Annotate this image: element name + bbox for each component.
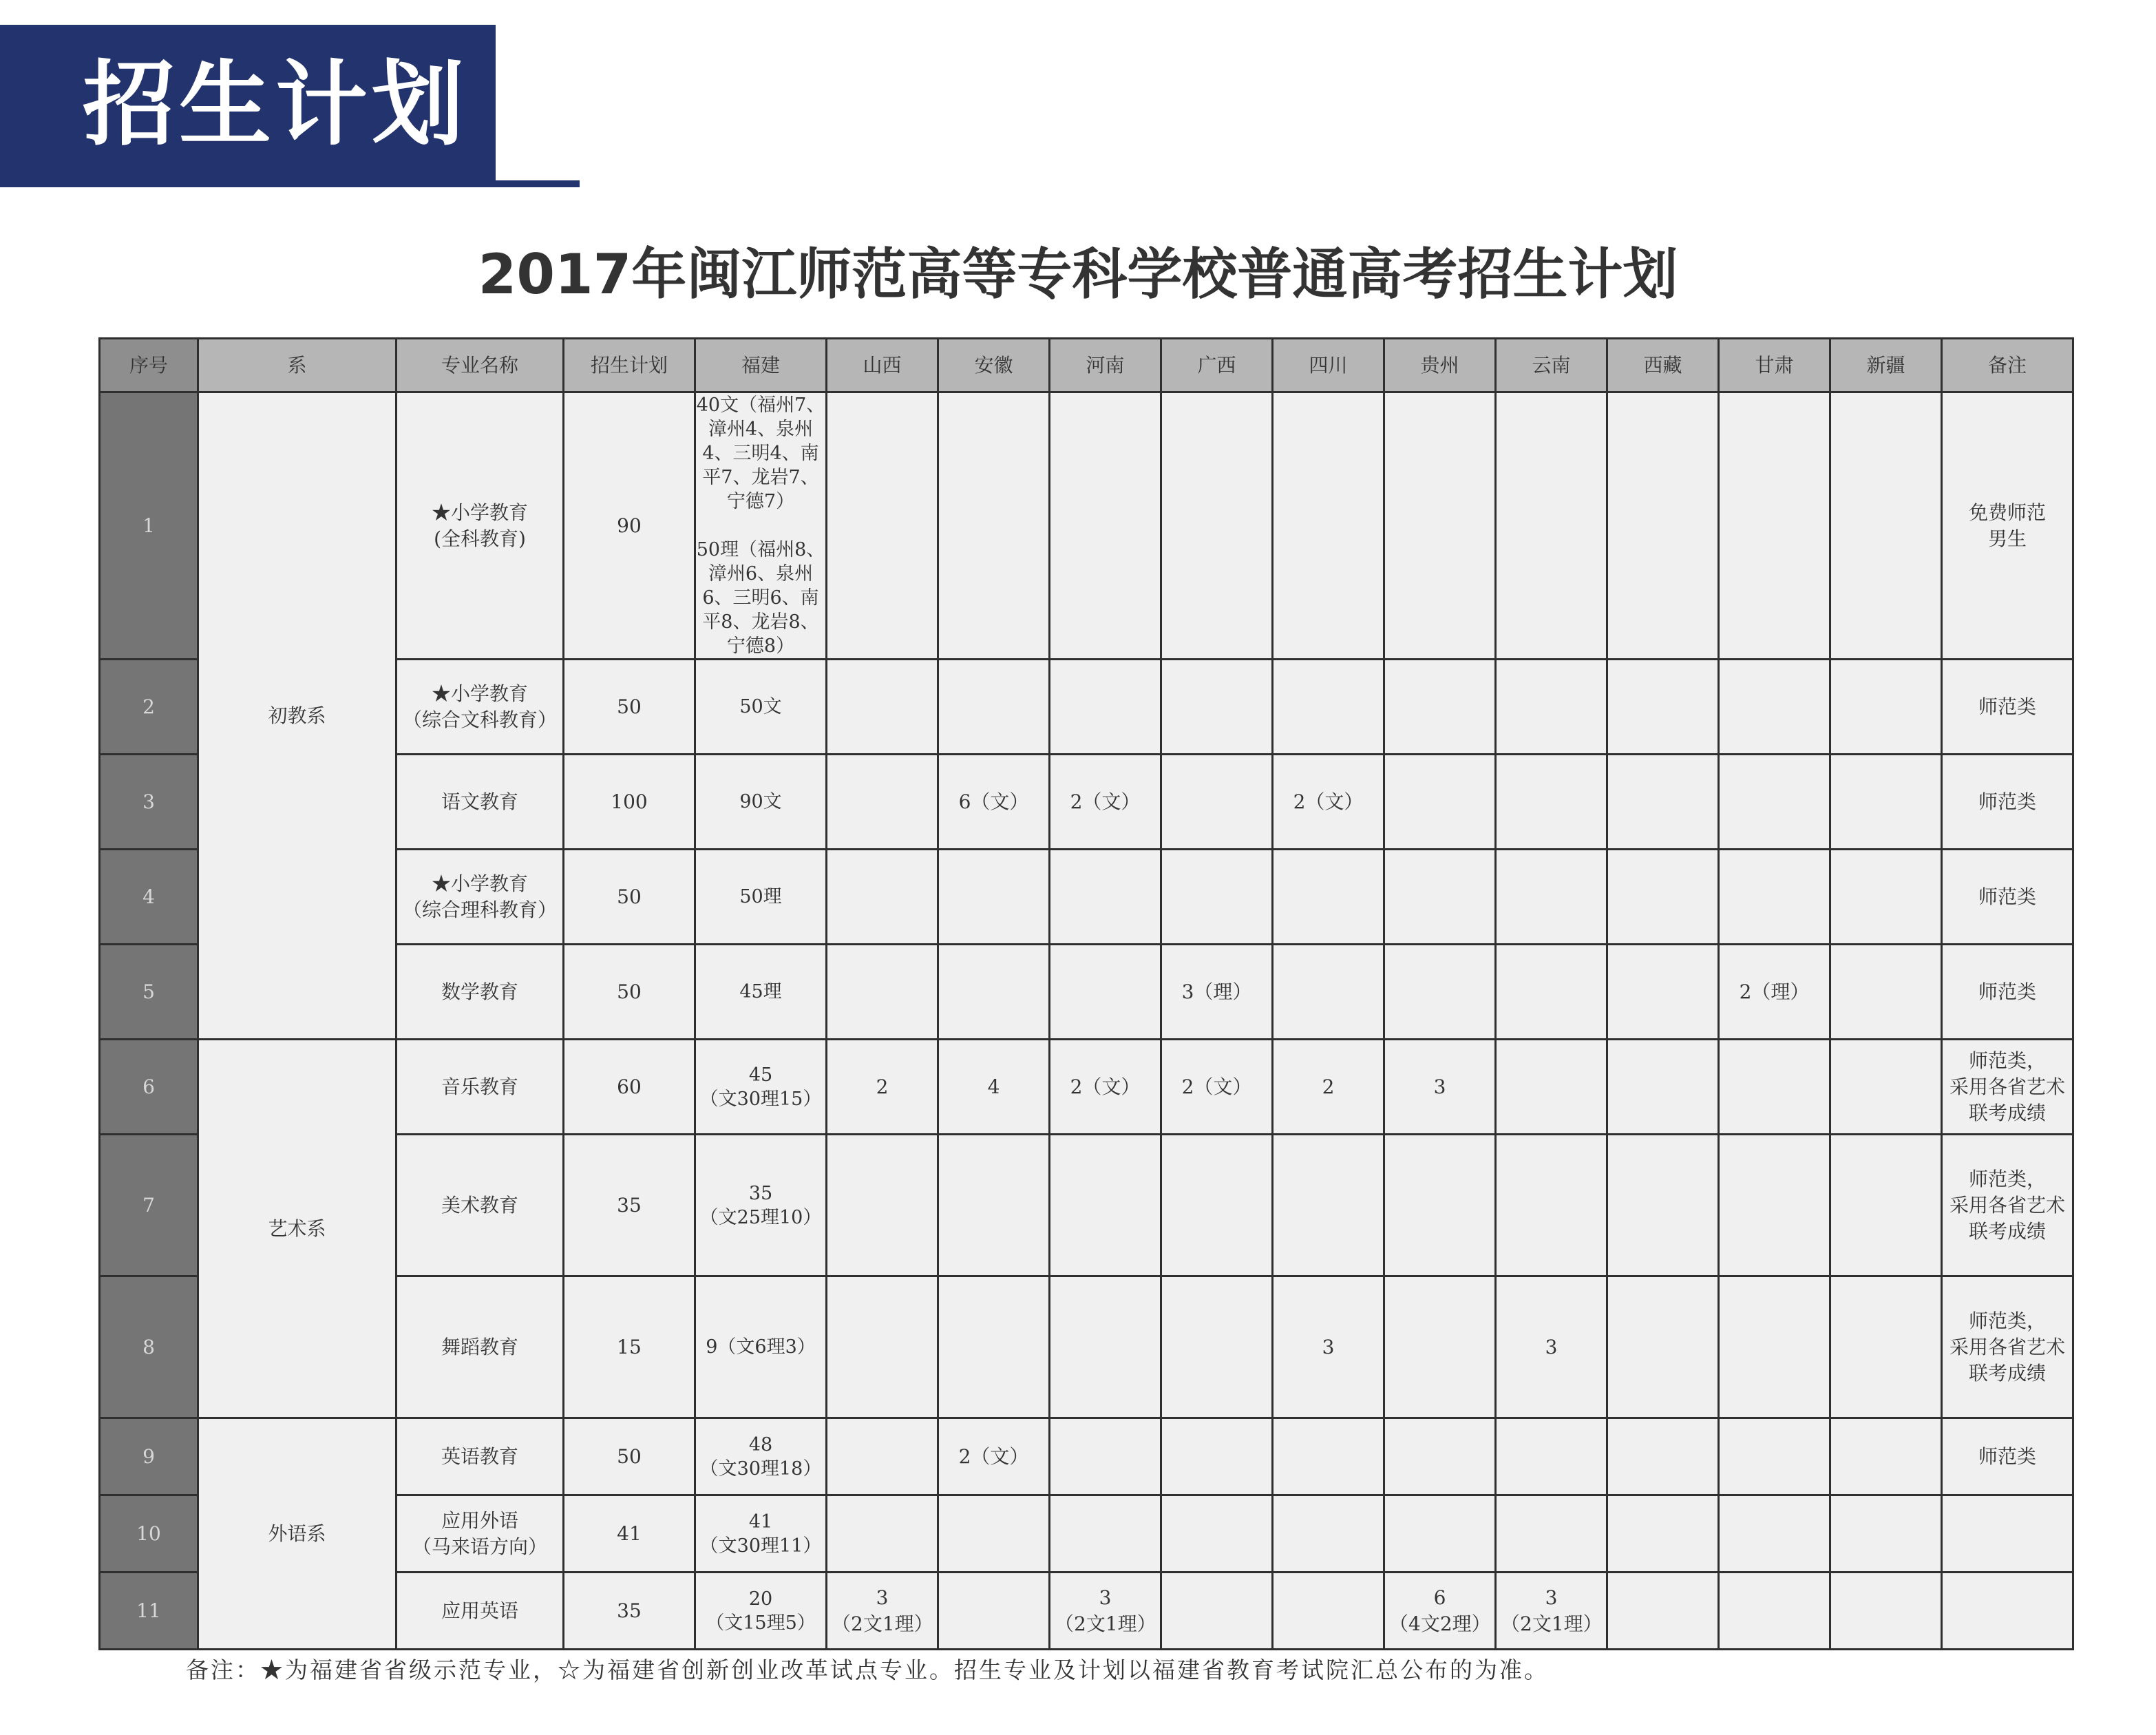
province-cell [1050,1135,1161,1276]
province-cell [1830,755,1942,850]
fujian-cell: 48 （文30理18） [695,1418,827,1495]
province-cell [1719,1135,1830,1276]
major-cell: ★小学教育 （综合理科教育） [397,850,564,945]
table-header-row [100,339,2073,392]
header-cell: 甘肃 [1719,339,1830,392]
province-cell [1607,392,1719,660]
note-cell [1942,1495,2073,1573]
page-title: 2017年闽江师范高等专科学校普通高考招生计划 [478,242,1678,306]
header-cell: 西藏 [1607,339,1719,392]
table-row [100,1418,2073,1495]
major-cell: 应用外语 （马来语方向） [397,1495,564,1573]
province-cell [1719,850,1830,945]
note-cell: 师范类， 采用各省艺术 联考成绩 [1942,1135,2073,1276]
fujian-cell: 9（文6理3） [695,1276,827,1418]
province-cell [1607,1573,1719,1650]
province-cell [1496,392,1607,660]
fujian-cell: 50理 [695,850,827,945]
major-cell: 语文教育 [397,755,564,850]
table-row [100,392,2073,660]
province-cell [1719,392,1830,660]
province-cell [1384,755,1496,850]
row-number-cell: 1 [100,392,198,660]
province-cell [1161,1495,1273,1573]
row-number-cell: 3 [100,755,198,850]
header-cell: 序号 [100,339,198,392]
major-cell: ★小学教育 （综合文科教育） [397,660,564,755]
plan-cell: 15 [564,1276,695,1418]
province-cell: 2（文） [1050,1040,1161,1135]
province-cell [1719,660,1830,755]
row-number-cell: 11 [100,1573,198,1650]
province-cell [1830,1276,1942,1418]
province-cell [1607,1495,1719,1573]
plan-cell: 41 [564,1495,695,1573]
province-cell: 2 [827,1040,938,1135]
province-cell [1496,1495,1607,1573]
plan-cell: 35 [564,1135,695,1276]
major-cell: 数学教育 [397,945,564,1040]
province-cell [1607,1276,1719,1418]
province-cell [1607,755,1719,850]
province-cell [1607,850,1719,945]
province-cell: 6 （4文2理） [1384,1573,1496,1650]
header-cell: 四川 [1273,339,1384,392]
table-row [100,1040,2073,1135]
table-body [100,392,2073,1650]
province-cell [1607,1040,1719,1135]
province-cell [1161,1418,1273,1495]
note-cell: 师范类 [1942,755,2073,850]
province-cell [1719,755,1830,850]
province-cell: 3 [1384,1040,1496,1135]
row-number-cell: 4 [100,850,198,945]
province-cell [1830,945,1942,1040]
fujian-cell: 40文（福州7、漳州4、泉州4、三明4、南平7、龙岩7、宁德7） 50理（福州8、漳州6、泉州6、三明6、南平8、龙岩8、宁德8） [695,392,827,660]
province-cell [1607,1418,1719,1495]
province-cell [1273,1573,1384,1650]
province-cell [1830,1418,1942,1495]
province-cell: 3 （2文1理） [1496,1573,1607,1650]
province-cell [1161,1276,1273,1418]
province-cell [1161,1135,1273,1276]
footnote: 备注：★为福建省省级示范专业，☆为福建省创新创业改革试点专业。招生专业及计划以福建省教育考试院汇总公布的为准。 [186,1657,1549,1683]
plan-cell: 100 [564,755,695,850]
note-cell [1942,1573,2073,1650]
major-cell: 应用英语 [397,1573,564,1650]
fujian-cell: 41 （文30理11） [695,1495,827,1573]
province-cell [1496,755,1607,850]
province-cell [827,945,938,1040]
header-cell: 专业名称 [397,339,564,392]
province-cell [1496,660,1607,755]
province-cell [1273,1135,1384,1276]
province-cell [827,1276,938,1418]
row-number-cell: 9 [100,1418,198,1495]
province-cell [1719,1418,1830,1495]
province-cell [1161,850,1273,945]
fujian-cell: 45 （文30理15） [695,1040,827,1135]
fujian-cell: 20 （文15理5） [695,1573,827,1650]
province-cell [938,945,1050,1040]
province-cell: 4 [938,1040,1050,1135]
row-number-cell: 8 [100,1276,198,1418]
plan-cell: 50 [564,1418,695,1495]
province-cell [1719,1573,1830,1650]
province-cell [938,1495,1050,1573]
province-cell: 3 [1496,1276,1607,1418]
fujian-cell: 35 （文25理10） [695,1135,827,1276]
plan-cell: 35 [564,1573,695,1650]
province-cell [1050,1495,1161,1573]
province-cell [1496,1418,1607,1495]
province-cell [1273,1495,1384,1573]
province-cell [1273,660,1384,755]
major-cell: 音乐教育 [397,1040,564,1135]
province-cell [1384,850,1496,945]
fujian-cell: 45理 [695,945,827,1040]
note-cell: 师范类， 采用各省艺术 联考成绩 [1942,1276,2073,1418]
header-cell: 福建 [695,339,827,392]
major-cell: 英语教育 [397,1418,564,1495]
row-number-cell: 2 [100,660,198,755]
province-cell [938,1276,1050,1418]
province-cell [827,392,938,660]
province-cell [1830,1573,1942,1650]
province-cell: 3 （2文1理） [827,1573,938,1650]
province-cell [1384,1276,1496,1418]
province-cell [1161,755,1273,850]
province-cell [1273,850,1384,945]
province-cell [1050,1418,1161,1495]
department-cell: 艺术系 [198,1040,397,1418]
plan-cell: 90 [564,392,695,660]
note-cell: 师范类 [1942,1418,2073,1495]
province-cell: 2（文） [1050,755,1161,850]
province-cell [1607,945,1719,1040]
header-cell: 招生计划 [564,339,695,392]
table-row [100,850,2073,945]
province-cell [1384,1418,1496,1495]
province-cell [1050,392,1161,660]
note-cell: 师范类 [1942,850,2073,945]
province-cell [938,850,1050,945]
fujian-cell: 90文 [695,755,827,850]
province-cell [938,660,1050,755]
province-cell [1719,1495,1830,1573]
plan-cell: 60 [564,1040,695,1135]
table-row [100,1135,2073,1276]
province-cell [1719,1276,1830,1418]
province-cell [1830,850,1942,945]
province-cell [1050,1276,1161,1418]
note-cell: 免费师范 男生 [1942,392,2073,660]
province-cell [1050,660,1161,755]
header-cell: 备注 [1942,339,2073,392]
province-cell [1161,660,1273,755]
province-cell [1161,392,1273,660]
header-cell: 广西 [1161,339,1273,392]
row-number-cell: 5 [100,945,198,1040]
banner-title: 招生计划 [83,51,469,158]
department-cell: 外语系 [198,1418,397,1650]
province-cell [827,755,938,850]
fujian-cell: 50文 [695,660,827,755]
header-cell: 云南 [1496,339,1607,392]
note-cell: 师范类 [1942,660,2073,755]
province-cell [1830,1135,1942,1276]
province-cell [1384,1135,1496,1276]
header-cell: 山西 [827,339,938,392]
province-cell [1273,945,1384,1040]
province-cell: 3 [1273,1276,1384,1418]
province-cell: 2（文） [1273,755,1384,850]
province-cell [827,850,938,945]
table-row [100,1495,2073,1573]
province-cell [1273,1418,1384,1495]
banner-underline [0,180,580,187]
province-cell [938,392,1050,660]
province-cell [1384,1495,1496,1573]
department-cell: 初教系 [198,392,397,1040]
header-cell: 河南 [1050,339,1161,392]
province-cell: 6（文） [938,755,1050,850]
province-cell: 2（文） [1161,1040,1273,1135]
plan-cell: 50 [564,660,695,755]
plan-cell: 50 [564,850,695,945]
table-row [100,660,2073,755]
enrollment-table [98,337,2074,1650]
province-cell [1384,660,1496,755]
province-cell [827,1495,938,1573]
header-cell: 系 [198,339,397,392]
table-row [100,755,2073,850]
province-cell [1830,660,1942,755]
province-cell [1496,1040,1607,1135]
row-number-cell: 10 [100,1495,198,1573]
province-cell: 3（理） [1161,945,1273,1040]
province-cell [1050,945,1161,1040]
province-cell: 2（理） [1719,945,1830,1040]
province-cell [1384,392,1496,660]
province-cell [827,1135,938,1276]
header-cell: 贵州 [1384,339,1496,392]
province-cell [1830,1495,1942,1573]
major-cell: 美术教育 [397,1135,564,1276]
province-cell [938,1135,1050,1276]
province-cell [1050,850,1161,945]
major-cell: ★小学教育 (全科教育) [397,392,564,660]
province-cell [1830,392,1942,660]
province-cell [1607,660,1719,755]
province-cell [1830,1040,1942,1135]
note-cell: 师范类 [1942,945,2073,1040]
header-cell: 安徽 [938,339,1050,392]
province-cell [938,1573,1050,1650]
province-cell: 3 （2文1理） [1050,1573,1161,1650]
province-cell [827,660,938,755]
row-number-cell: 6 [100,1040,198,1135]
province-cell [1496,850,1607,945]
table-row [100,1573,2073,1650]
province-cell [1719,1040,1830,1135]
province-cell [827,1418,938,1495]
province-cell: 2（文） [938,1418,1050,1495]
row-number-cell: 7 [100,1135,198,1276]
table-row [100,1276,2073,1418]
province-cell: 2 [1273,1040,1384,1135]
header-cell: 新疆 [1830,339,1942,392]
province-cell [1496,945,1607,1040]
plan-cell: 50 [564,945,695,1040]
province-cell [1607,1135,1719,1276]
note-cell: 师范类， 采用各省艺术 联考成绩 [1942,1040,2073,1135]
province-cell [1161,1573,1273,1650]
major-cell: 舞蹈教育 [397,1276,564,1418]
province-cell [1384,945,1496,1040]
province-cell [1273,392,1384,660]
province-cell [1496,1135,1607,1276]
table-row [100,945,2073,1040]
